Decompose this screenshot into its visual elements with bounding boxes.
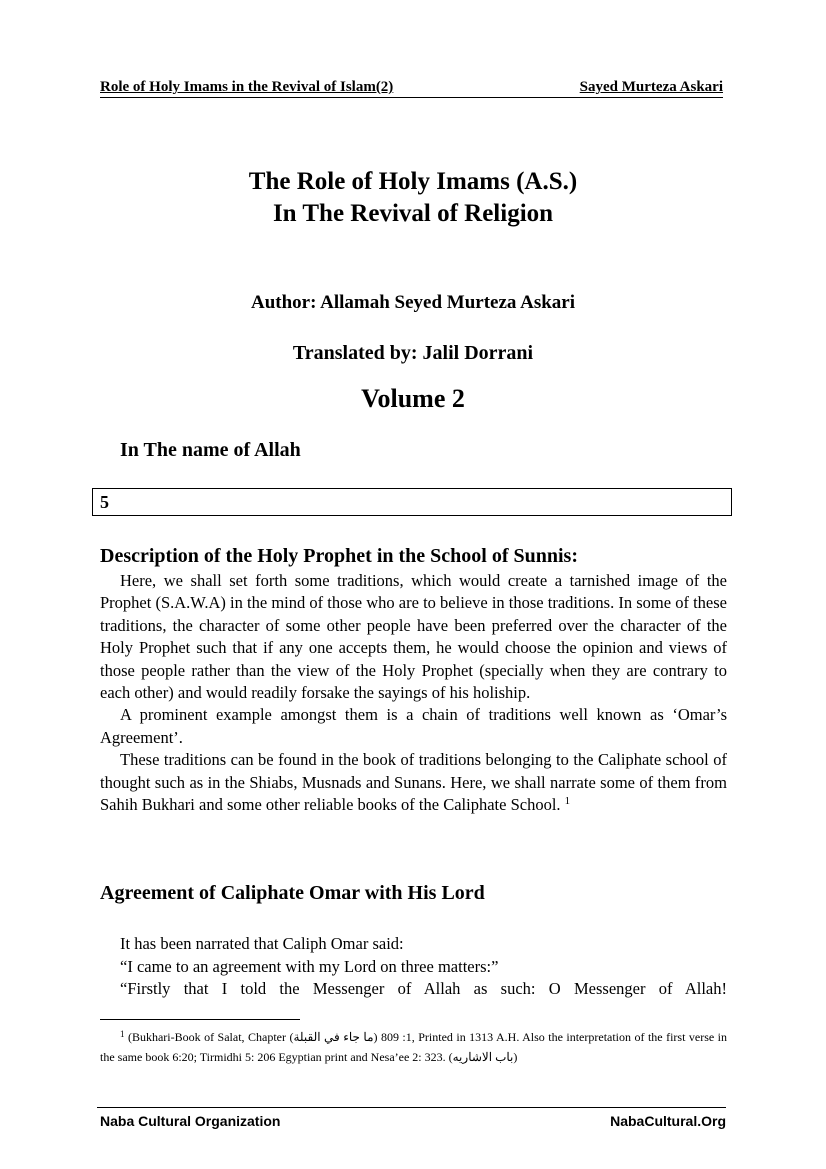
- paragraph: A prominent example amongst them is a chain of traditions well known as ‘Omar’s Agreement’.: [100, 705, 727, 747]
- author-line: Author: Allamah Seyed Murteza Askari: [250, 292, 576, 313]
- footnote: [100, 1027, 727, 1067]
- running-header: [100, 78, 723, 98]
- footer-organization: Naba Cultural Organization: [100, 1113, 281, 1129]
- bismillah: In The name of Allah: [120, 439, 301, 461]
- title-line-2: In The Revival of Religion: [272, 200, 554, 227]
- section-heading-description: Description of the Holy Prophet in the School of Sunnis:: [100, 545, 578, 567]
- footnote-reference[interactable]: 1: [564, 795, 571, 808]
- footer-website[interactable]: NabaCultural.Org: [610, 1113, 726, 1129]
- volume-label: Volume 2: [361, 384, 465, 413]
- section-number: 5: [100, 492, 109, 512]
- section-body: [100, 570, 727, 816]
- footnote-separator: [100, 1019, 300, 1020]
- footnote-text: (Bukhari-Book of Salat, Chapter (ما جاء في القبلة) 1: 809, Printed in 1313 A.H. Also the interpretation of the first verse in the same book 6:20; Tirmidhi 5: 206 Egyptian print and Nesa’ee 2: 323. (باب الاشاريه): [100, 1030, 727, 1064]
- section-heading-agreement: Agreement of Caliphate Omar with His Lord: [100, 882, 485, 904]
- narration-line: “Firstly that I told the Messenger of Allah as such: O Messenger of Allah!: [120, 979, 727, 998]
- running-header-author: Sayed Murteza Askari: [579, 79, 723, 95]
- footnote-marker: 1: [120, 1029, 125, 1039]
- document-title: [0, 166, 826, 230]
- narration-line: It has been narrated that Caliph Omar said:: [120, 934, 404, 953]
- running-header-title: Role of Holy Imams in the Revival of Islam(2): [100, 79, 394, 95]
- title-line-1: The Role of Holy Imams (A.S.): [248, 168, 578, 195]
- translator-line: Translated by: Jalil Dorrani: [292, 342, 534, 364]
- paragraph: Here, we shall set forth some traditions, which would create a tarnished image of the Prophet (S.A.W.A) in the mind of those who are to believe in those traditions. In some of these traditions, the character of some other people have been preferred over the character of the Holy Prophet such that if any one accepts them, he would choose the opinion and views of those people rather than the view of the Holy Prophet (specially when they are contrary to each other) and would readily forsake the sayings of his holiship.: [100, 571, 727, 703]
- narration-line: “I came to an agreement with my Lord on three matters:”: [120, 956, 499, 976]
- page-footer: [97, 1107, 726, 1132]
- section-number-box: [92, 488, 732, 516]
- paragraph: These traditions can be found in the book of traditions belonging to the Caliphate school of thought such as in the Shiabs, Musnads and Sunans. Here, we shall narrate some of them from Sahih Bukhari and some other reliable books of the Caliphate School. $^1$: [100, 750, 727, 815]
- narration-body: [100, 933, 727, 1001]
